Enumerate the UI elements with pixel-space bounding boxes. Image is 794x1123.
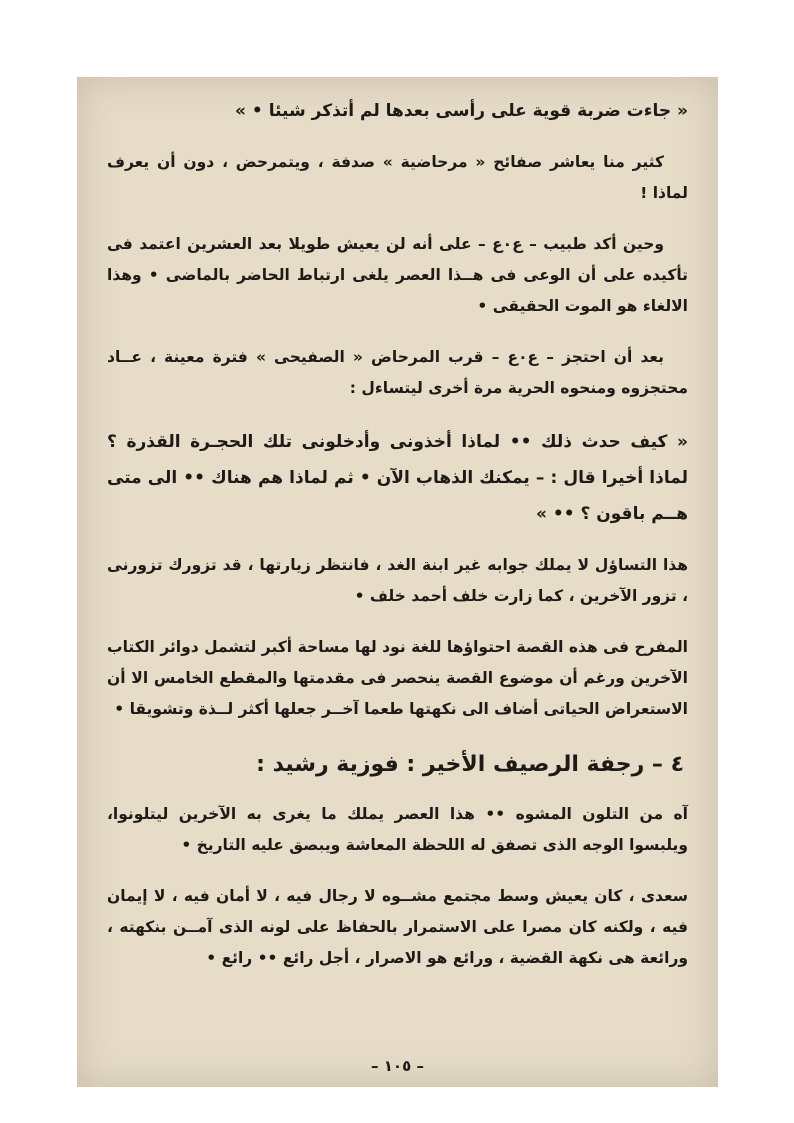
page-number: – ١٠٥ – [371, 1057, 424, 1075]
paragraph: وحين أكد طبيب – ع٠ع – على أنه لن يعيش طويلا بعد العشرين اعتمد فى تأكيده على أن الوعى فى هــذا العصر يلغى ارتباط الحاضر بالماضى • وهذا الالغاء هو الموت الحقيقى • [107, 235, 688, 315]
paragraph: كثير منا يعاشر صفائح « مرحاضية » صدفة ، ويتمرحض ، دون أن يعرف لماذا ! [107, 153, 688, 202]
section-heading: ٤ – رجفة الرصيف الأخير : فوزية رشيد : [256, 752, 684, 777]
book-page [77, 77, 718, 1087]
paragraph: سعدى ، كان يعيش وسط مجتمع مشــوه لا رجال فيه ، لا أمان فيه ، لا إيمان فيه ، ولكنه كان مصرا على الاستمرار بالحفاظ على لونه الذى آمــن بنكهته ، ورائعة هى نكهة القضية ، ورائع هو الاصرار ، أجل رائع •• رائع • [107, 887, 688, 967]
page-text [107, 93, 688, 994]
paragraph: آه من التلون المشوه •• هذا العصر يملك ما يغرى به الآخرين ليتلونوا، ويلبسوا الوجه الذى تصفق له اللحظة المعاشة ويبصق عليه التاريخ • [107, 805, 688, 854]
paragraph: المفرح فى هذه القصة احتواؤها للغة نود لها مساحة أكبر لتشمل دوائر الكتاب الآخرين ورغم أن موضوع القصة ينحصر فى مقدمتها والمقطع الخامس الا أن الاستعراض الحياتى أضاف الى نكهتها طعما آخــر جعلها أكثر لــذة وتشويقا • [107, 638, 688, 718]
paragraph: بعد أن احتجز – ع٠ع – قرب المرحاض « الصفيحى » فترة معينة ، عــاد محتجزوه ومنحوه الحرية مرة أخرى ليتساءل : [107, 348, 688, 397]
block-quote: « كيف حدث ذلك •• لماذا أخذونى وأدخلونى تلك الحجـرة القذرة ؟ لماذا أخيرا قال : – يمكنك الذهاب الآن • ثم لماذا هم هناك •• الى متى هــم باقون ؟ •• » [107, 432, 688, 524]
opening-quote: « جاءت ضربة قوية على رأسى بعدها لم أتذكر شيئا • » [235, 101, 688, 121]
paragraph: هذا التساؤل لا يملك جوابه غير ابنة الغد ، فانتظر زيارتها ، قد تزورك تزورنى ، تزور الآخرين ، كما زارت خلف أحمد خلف • [107, 556, 688, 605]
